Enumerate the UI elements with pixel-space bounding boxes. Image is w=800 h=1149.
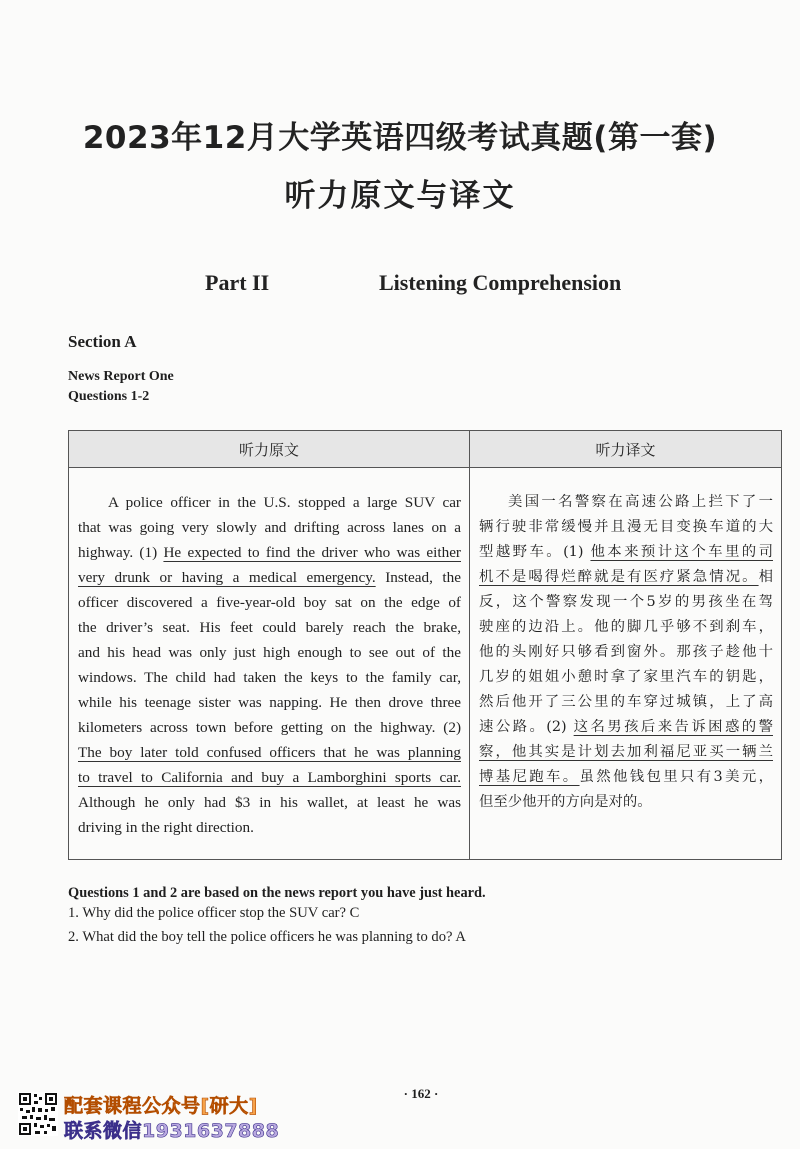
qr-code-icon bbox=[18, 1092, 58, 1136]
transcript-line: and his head was only just high enough to see out of the bbox=[78, 644, 461, 661]
translation-highlight-2-end: 博基尼跑车。 bbox=[479, 769, 580, 785]
document-subtitle: 听力原文与译文 bbox=[284, 178, 516, 214]
transcript-line: that was going very slowly and drifting across lanes on a bbox=[78, 519, 461, 536]
news-report-heading: News Report One bbox=[68, 369, 174, 384]
answer-highlight-2: The boy later told confused officers that he was planning bbox=[78, 744, 461, 761]
section-heading: Section A bbox=[68, 332, 137, 351]
translation-line: 几岁的姐姐小憩时拿了家里汽车的钥匙， bbox=[479, 669, 773, 685]
column-header-translation: 听力译文 bbox=[595, 441, 656, 459]
answer-highlight-2-cont: to travel to California and buy a Lamborghini sports car. bbox=[78, 769, 461, 786]
question-item: 1. Why did the police officer stop the SUV car? C bbox=[68, 905, 360, 921]
transcript-table bbox=[68, 430, 782, 860]
translation-line: 美国一名警察在高速公路上拦下了一 bbox=[508, 494, 773, 510]
page-number: · 162 · bbox=[403, 1086, 439, 1101]
translation-text: 虽然他钱包里只有3美元， bbox=[579, 769, 773, 785]
transcript-line: windows. The child had taken the keys to the family car, bbox=[78, 669, 461, 686]
translation-text: 型越野车。(1) bbox=[479, 544, 591, 560]
translation-highlight-2-cont: 察，他其实是计划去加利福尼亚买一辆兰 bbox=[479, 744, 773, 760]
translation-highlight-1-cont: 机不是喝得烂醉就是有医疗紧急情况。 bbox=[479, 569, 759, 585]
translation-line: 驶座的边沿上。他的脚几乎够不到刹车， bbox=[479, 619, 773, 635]
transcript-line: officer discovered a five-year-old boy sat on the edge of bbox=[78, 594, 461, 611]
translation-line bbox=[479, 540, 773, 565]
english-transcript bbox=[78, 490, 461, 840]
column-header-transcript: 听力原文 bbox=[238, 441, 299, 459]
document-title: 2023年12月大学英语四级考试真题(第一套) bbox=[82, 120, 718, 156]
transcript-text: Instead, the bbox=[375, 569, 461, 586]
transcript-line: the driver’s seat. His feet could barely reach the brake, bbox=[78, 619, 461, 636]
transcript-line: A police officer in the U.S. stopped a large SUV car bbox=[108, 494, 461, 511]
transcript-line bbox=[78, 740, 461, 765]
part-title: Listening Comprehension bbox=[379, 270, 622, 295]
translation-line: 反，这个警察发现一个5岁的男孩坐在驾 bbox=[479, 594, 773, 610]
questions-range-heading: Questions 1-2 bbox=[68, 389, 150, 404]
questions-intro: Questions 1 and 2 are based on the news report you have just heard. bbox=[68, 885, 486, 901]
translation-line: 但至少他开的方向是对的。 bbox=[479, 794, 652, 810]
transcript-line bbox=[78, 540, 461, 565]
translation-line: 他的头刚好只够看到窗外。那孩子趁他十 bbox=[479, 644, 773, 660]
translation-line bbox=[479, 715, 773, 740]
transcript-text: highway. (1) bbox=[78, 544, 164, 561]
watermark-course-account: 配套课程公众号[研大] bbox=[64, 1095, 258, 1117]
translation-line bbox=[479, 765, 773, 790]
translation-text: 相 bbox=[758, 569, 773, 585]
question-item: 2. What did the boy tell the police officers he was planning to do? A bbox=[68, 929, 466, 945]
translation-highlight-2: 这名男孩后来告诉困惑的警 bbox=[573, 719, 773, 735]
transcript-line: kilometers across town before getting on the highway. (2) bbox=[78, 719, 461, 736]
translation-line: 辆行驶非常缓慢并且漫无目变换车道的大 bbox=[479, 519, 773, 535]
translation-text: 速公路。(2) bbox=[479, 719, 574, 735]
answer-highlight-1-cont: very drunk or having a medical emergency. bbox=[78, 569, 376, 586]
translation-highlight-1: 他本来预计这个车里的司 bbox=[590, 544, 773, 560]
answer-highlight-1: He expected to find the driver who was either bbox=[163, 544, 461, 561]
chinese-translation bbox=[479, 490, 773, 815]
column-divider bbox=[469, 431, 470, 859]
transcript-line: Although he only had $3 in his wallet, at least he was bbox=[78, 794, 461, 811]
transcript-line bbox=[78, 765, 461, 790]
part-number: Part II bbox=[205, 270, 270, 295]
translation-line: 然后他开了三公里的车穿过城镇，上了高 bbox=[479, 694, 773, 710]
transcript-line: driving in the right direction. bbox=[78, 819, 254, 836]
translation-line bbox=[479, 565, 773, 590]
watermark-contact: 联系微信1931637888 bbox=[64, 1120, 280, 1142]
transcript-line bbox=[78, 565, 461, 590]
translation-line bbox=[479, 740, 773, 765]
transcript-line: while his teenage sister was napping. He then drove three bbox=[78, 694, 461, 711]
